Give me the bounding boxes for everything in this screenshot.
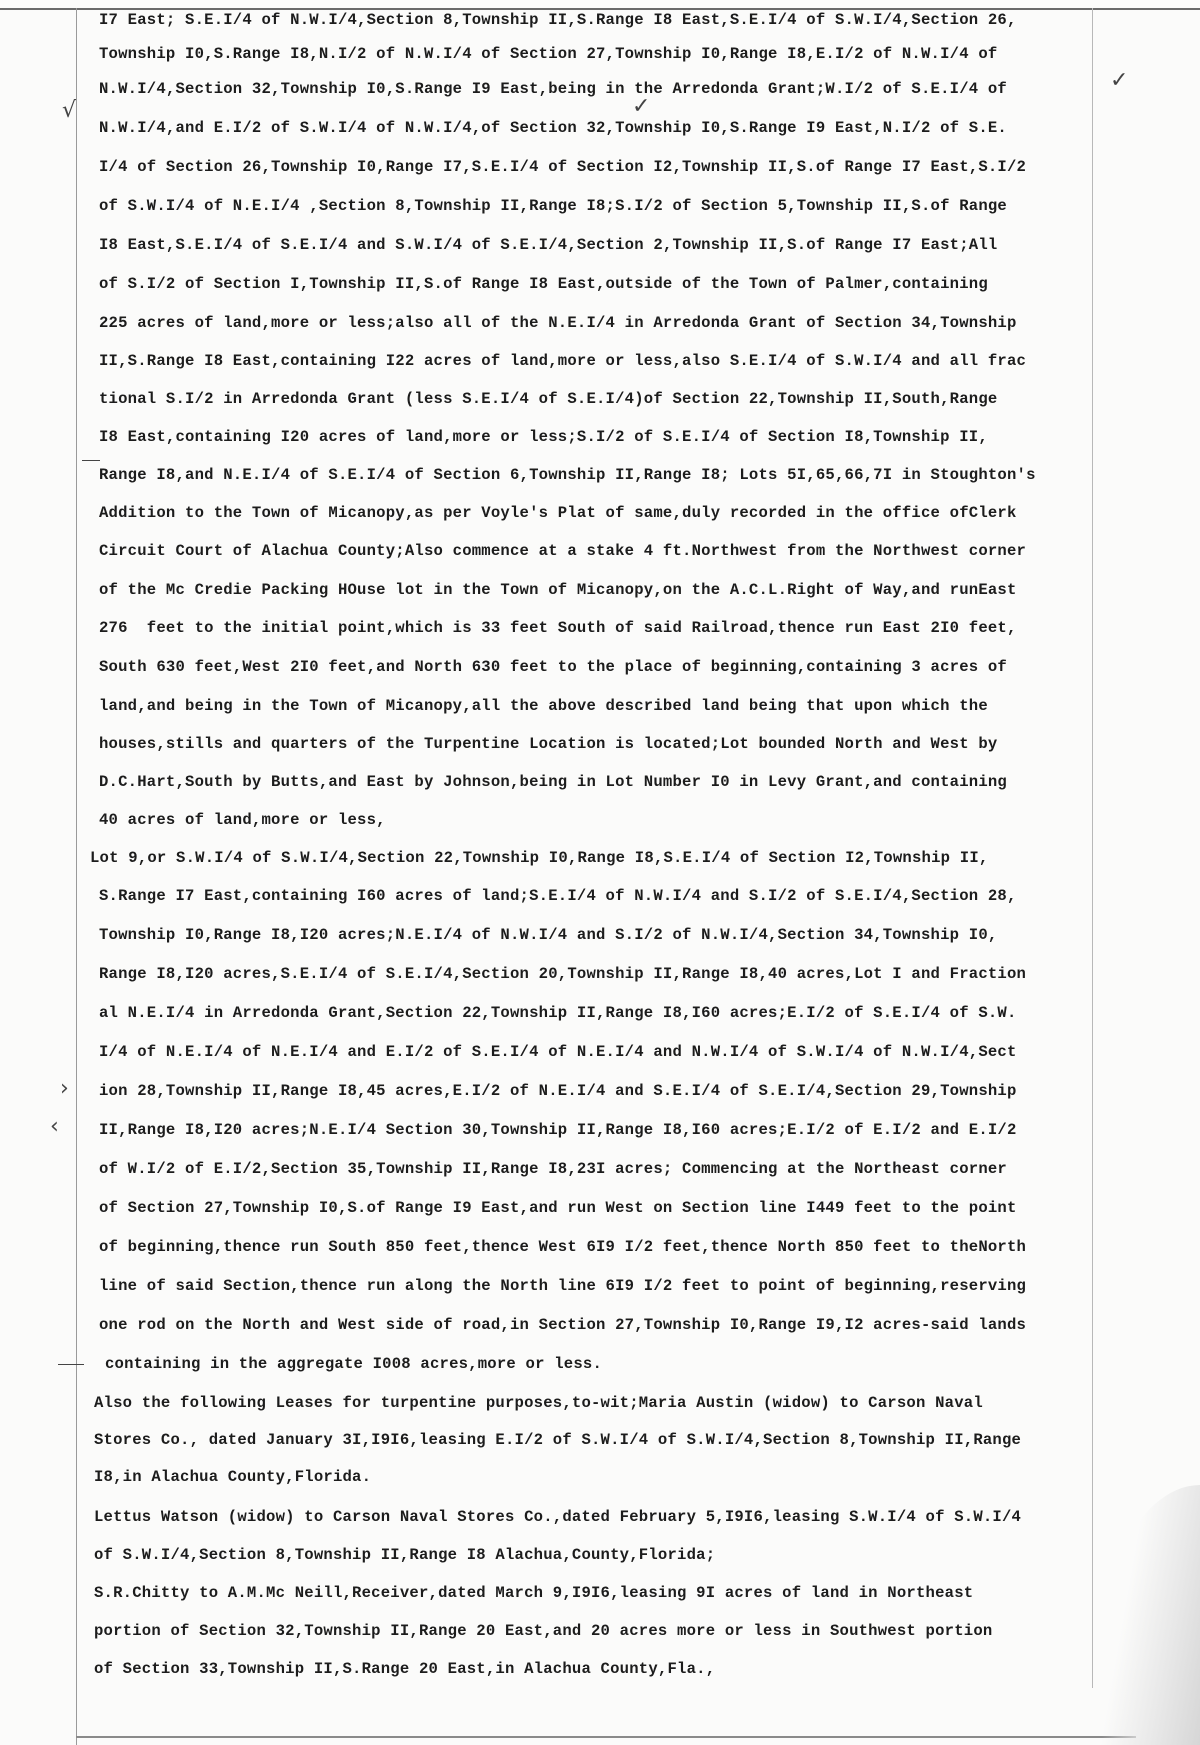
deed-text-line: Addition to the Town of Micanopy,as per Voyle's Plat of same,duly recorded in the office ofClerk xyxy=(99,504,1017,522)
deed-text-line: I8 East,containing I20 acres of land,more or less;S.I/2 of S.E.I/4 of Section I8,Township II, xyxy=(99,428,988,446)
deed-text-line: of beginning,thence run South 850 feet,thence West 6I9 I/2 feet,thence North 850 feet to theNorth xyxy=(99,1238,1027,1256)
page-curl-shadow xyxy=(1080,1485,1200,1745)
margin-dash-mark xyxy=(58,1364,84,1365)
left-margin-rule xyxy=(76,8,77,1745)
deed-text-line: Range I8,and N.E.I/4 of S.E.I/4 of Section 6,Township II,Range I8; Lots 5I,65,66,7I in Stoughton's xyxy=(99,466,1036,484)
margin-dash-mark xyxy=(82,460,100,461)
deed-text-line: of the Mc Credie Packing HOuse lot in the Town of Micanopy,on the A.C.L.Right of Way,and runEast xyxy=(99,581,1017,599)
deed-text-line: of S.I/2 of Section I,Township II,S.of Range I8 East,outside of the Town of Palmer,containing xyxy=(99,275,988,293)
deed-text-line: of W.I/2 of E.I/2,Section 35,Township II,Range I8,23I acres; Commencing at the Northeast corner xyxy=(99,1160,1007,1178)
deed-text-line: Township I0,Range I8,I20 acres;N.E.I/4 of N.W.I/4 and S.I/2 of N.W.I/4,Section 34,Township I0, xyxy=(99,926,998,944)
check-mark-icon: ✓ xyxy=(632,94,651,119)
top-edge-rule xyxy=(0,8,1200,10)
deed-text-line: Circuit Court of Alachua County;Also commence at a stake 4 ft.Northwest from the Northwest corner xyxy=(99,542,1027,560)
deed-text-line: S.Range I7 East,containing I60 acres of land;S.E.I/4 of N.W.I/4 and S.I/2 of S.E.I/4,Section 28, xyxy=(99,887,1017,905)
bottom-edge-rule xyxy=(76,1736,1136,1738)
deed-text-line: 225 acres of land,more or less;also all of the N.E.I/4 in Arredonda Grant of Section 34,Township xyxy=(99,314,1017,332)
deed-text-line: portion of Section 32,Township II,Range 20 East,and 20 acres more or less in Southwest portion xyxy=(94,1622,993,1640)
deed-text-line: N.W.I/4,and E.I/2 of S.W.I/4 of N.W.I/4,of Section 32,Township I0,S.Range I9 East,N.I/2 of S.E. xyxy=(99,119,1007,137)
deed-text-line: II,S.Range I8 East,containing I22 acres of land,more or less,also S.E.I/4 of S.W.I/4 and all frac xyxy=(99,352,1027,370)
deed-text-line: of S.W.I/4 of N.E.I/4 ,Section 8,Township II,Range I8;S.I/2 of Section 5,Township II,S.of Range xyxy=(99,197,1007,215)
deed-text-line: houses,stills and quarters of the Turpentine Location is located;Lot bounded North and West by xyxy=(99,735,998,753)
deed-text-line: Lettus Watson (widow) to Carson Naval Stores Co.,dated February 5,I9I6,leasing S.W.I/4 of S.W.I/4 xyxy=(94,1508,1022,1526)
deed-text-line: Lot 9,or S.W.I/4 of S.W.I/4,Section 22,Township I0,Range I8,S.E.I/4 of Section I2,Township II, xyxy=(90,849,989,867)
deed-text-line: I/4 of Section 26,Township I0,Range I7,S.E.I/4 of Section I2,Township II,S.of Range I7 East,S.I/2 xyxy=(99,158,1027,176)
deed-text-line: I/4 of N.E.I/4 of N.E.I/4 and E.I/2 of S.E.I/4 of N.E.I/4 and N.W.I/4 of S.W.I/4 of N.W.I/4,Sect xyxy=(99,1043,1017,1061)
deed-text-line: N.W.I/4,Section 32,Township I0,S.Range I9 East,being in the Arredonda Grant;W.I/2 of S.E.I/4 of xyxy=(99,80,1007,98)
deed-text-line: containing in the aggregate I008 acres,more or less. xyxy=(105,1355,603,1373)
tick-mark-icon: › xyxy=(60,1076,69,1101)
deed-text-line: land,and being in the Town of Micanopy,all the above described land being that upon which the xyxy=(99,697,988,715)
deed-text-line: one rod on the North and West side of road,in Section 27,Township I0,Range I9,I2 acres-said lands xyxy=(99,1316,1027,1334)
check-mark-icon: √ xyxy=(62,98,77,123)
deed-text-line: South 630 feet,West 2I0 feet,and North 630 feet to the place of beginning,containing 3 acres of xyxy=(99,658,1007,676)
deed-text-line: Range I8,I20 acres,S.E.I/4 of S.E.I/4,Section 20,Township II,Range I8,40 acres,Lot I and Fraction xyxy=(99,965,1027,983)
deed-text-line: 276 feet to the initial point,which is 33 feet South of said Railroad,thence run East 2I0 feet, xyxy=(99,619,1017,637)
deed-text-line: Township I0,S.Range I8,N.I/2 of N.W.I/4 of Section 27,Township I0,Range I8,E.I/2 of N.W.I/4 of xyxy=(99,45,998,63)
right-margin-rule xyxy=(1092,8,1093,1688)
deed-text-line: I8 East,S.E.I/4 of S.E.I/4 and S.W.I/4 of S.E.I/4,Section 2,Township II,S.of Range I7 East;All xyxy=(99,236,998,254)
deed-text-line: I7 East; S.E.I/4 of N.W.I/4,Section 8,Township II,S.Range I8 East,S.E.I/4 of S.W.I/4,Section 26, xyxy=(99,11,1017,29)
deed-text-line: II,Range I8,I20 acres;N.E.I/4 Section 30,Township II,Range I8,I60 acres;E.I/2 of E.I/2 and E.I/2 xyxy=(99,1121,1017,1139)
deed-text-line: tional S.I/2 in Arredonda Grant (less S.E.I/4 of S.E.I/4)of Section 22,Township II,South,Range xyxy=(99,390,998,408)
deed-text-line: 40 acres of land,more or less, xyxy=(99,811,386,829)
deed-text-line: ion 28,Township II,Range I8,45 acres,E.I/2 of N.E.I/4 and S.E.I/4 of S.E.I/4,Section 29,Township xyxy=(99,1082,1017,1100)
deed-text-line: al N.E.I/4 in Arredonda Grant,Section 22,Township II,Range I8,I60 acres;E.I/2 of S.E.I/4 of S.W. xyxy=(99,1004,1017,1022)
deed-text-line: D.C.Hart,South by Butts,and East by Johnson,being in Lot Number I0 in Levy Grant,and containing xyxy=(99,773,1007,791)
deed-text-line: S.R.Chitty to A.M.Mc Neill,Receiver,dated March 9,I9I6,leasing 9I acres of land in Northeast xyxy=(94,1584,974,1602)
deed-text-line: Stores Co., dated January 3I,I9I6,leasing E.I/2 of S.W.I/4 of S.W.I/4,Section 8,Township II,Range xyxy=(94,1431,1022,1449)
check-mark-icon: ✓ xyxy=(1110,68,1129,93)
deed-text-line: line of said Section,thence run along the North line 6I9 I/2 feet to point of beginning,reserving xyxy=(99,1277,1027,1295)
deed-text-line: of S.W.I/4,Section 8,Township II,Range I8 Alachua,County,Florida; xyxy=(94,1546,716,1564)
deed-text-line: I8,in Alachua County,Florida. xyxy=(94,1468,372,1486)
tick-mark-icon: ‹ xyxy=(50,1114,59,1139)
deed-text-line: Also the following Leases for turpentine purposes,to-wit;Maria Austin (widow) to Carson Naval xyxy=(94,1394,983,1412)
deed-text-line: of Section 27,Township I0,S.of Range I9 East,and run West on Section line I449 feet to the point xyxy=(99,1199,1017,1217)
deed-text-line: of Section 33,Township II,S.Range 20 East,in Alachua County,Fla., xyxy=(94,1660,716,1678)
